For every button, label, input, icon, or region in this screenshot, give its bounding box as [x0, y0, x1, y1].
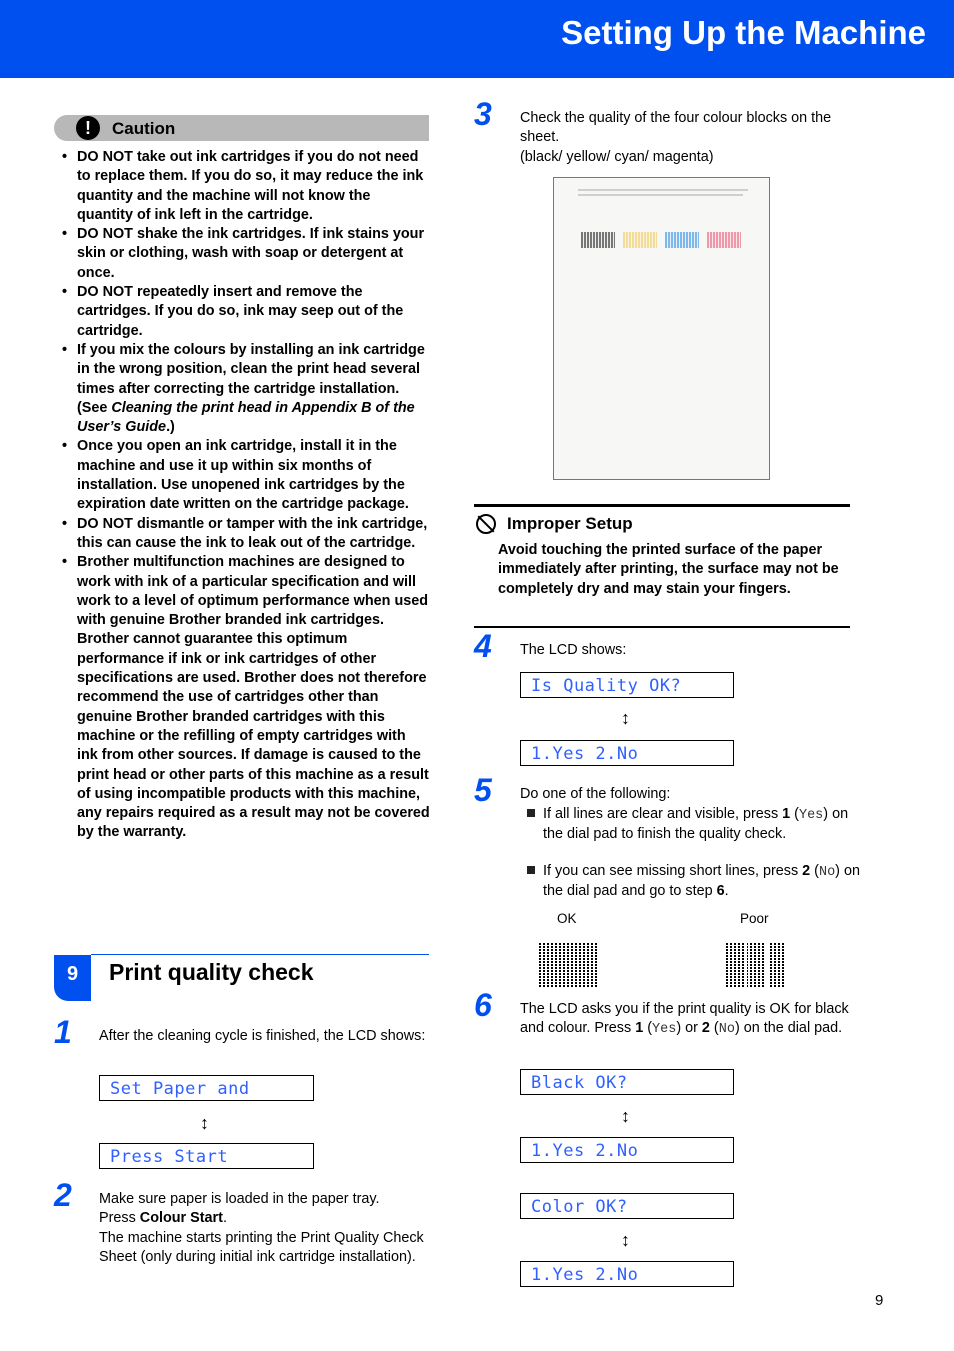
poor-label: Poor: [740, 911, 769, 926]
poor-print-pattern: [726, 943, 786, 987]
section-rule: [91, 954, 429, 955]
caution-list: [62, 148, 430, 843]
square-bullet-icon: [527, 866, 535, 874]
step-text-part: (: [643, 1020, 653, 1037]
square-bullet-icon: [527, 809, 535, 817]
improper-setup-rule-top: [474, 504, 850, 507]
lcd-display: Black OK?: [520, 1069, 734, 1095]
updown-arrow-icon: ↕: [621, 1106, 630, 1126]
option-bullet: [527, 805, 866, 845]
caution-item: • DO NOT dismantle or tamper with the ink cartridge, this can cause the ink to leak out of the cartridge.: [62, 515, 430, 554]
improper-setup-rule-bottom: [474, 626, 850, 628]
step-text: Do one of the following:: [520, 786, 671, 802]
lcd-display: Press Start: [99, 1143, 314, 1169]
caution-item-end: .): [166, 419, 175, 436]
step-text-part: The LCD asks you if the print quality is OK for black and colour. Press: [520, 1001, 849, 1037]
bullet-text: ) on the dial pad and go to step: [543, 863, 860, 900]
step-text: [520, 109, 850, 167]
sheet-text-line: [578, 189, 748, 191]
lcd-option: No: [718, 1022, 735, 1038]
step-number: 2: [54, 1177, 72, 1213]
section-number-badge: 9: [54, 955, 91, 1001]
caution-title: Caution: [112, 119, 176, 138]
key-name: 2: [802, 863, 811, 879]
caution-item: • DO NOT repeatedly insert and remove the cartridges. If you do so, ink may seep out of the cartridge.: [62, 283, 430, 341]
lcd-display: Color OK?: [520, 1193, 734, 1219]
key-name: 2: [701, 1020, 710, 1037]
bullet-text: If all lines are clear and visible, press: [543, 806, 783, 822]
caution-item: • DO NOT take out ink cartridges if you do not need to replace them. If you do so, it may reduce the ink quantity and the machine will not know the quantity of ink left in the cartridge.: [62, 148, 430, 225]
lcd-display: 1.Yes 2.No: [520, 1261, 734, 1287]
step-reference: 6: [716, 883, 725, 900]
exclamation-icon: !: [76, 116, 100, 140]
section-title: Print quality check: [109, 959, 314, 985]
step-text: [520, 1000, 850, 1040]
ok-label: OK: [557, 911, 577, 926]
improper-setup-title: Improper Setup: [507, 514, 633, 533]
caution-item: [62, 341, 430, 437]
bullet-text: If you can see missing short lines, press: [543, 863, 803, 879]
lcd-option: Yes: [652, 1022, 677, 1038]
step-text-part: (: [709, 1020, 719, 1037]
guide-reference: Cleaning the print head in Appendix B of the User’s Guide: [77, 399, 415, 436]
caution-item: • DO NOT shake the ink cartridges. If ink stains your skin or clothing, wash with soap or detergent at once.: [62, 225, 430, 283]
step-text-line: Check the quality of the four colour blocks on the sheet.: [520, 110, 832, 146]
lcd-display: Is Quality OK?: [520, 672, 734, 698]
updown-arrow-icon: ↕: [200, 1113, 209, 1133]
caution-item-text: If you mix the colours by installing an ink cartridge in the wrong position, clean the print head several times after correcting the cartridge installation. (See: [77, 341, 425, 416]
step-text-part: ) or: [676, 1020, 702, 1037]
step-number: 3: [474, 96, 492, 132]
key-name: 1: [635, 1020, 644, 1037]
caution-item: • Brother multifunction machines are designed to work with ink of a particular specification and will work to a level of optimum performance when used with genuine Brother branded ink cartridges. Brother cannot guarantee this optimum performance if ink or ink cartridges of other specifications are used. Brother does not therefore recommend the use of cartridges other than genuine Brother branded cartridges with this machine or the refilling of empty cartridges with ink from other sources. If damage is caused to the print head or other parts of this machine as a result of using incompatible products with this machine, any repairs required as a result may not be covered by the warranty.: [62, 553, 430, 842]
improper-setup-body: Avoid touching the printed surface of the paper immediately after printing, the surface may not be completely dry and may stain your fingers.: [498, 542, 839, 597]
key-name: Colour Start: [139, 1210, 223, 1227]
updown-arrow-icon: ↕: [621, 1230, 630, 1250]
step-number: 1: [54, 1014, 72, 1050]
lcd-option: No: [818, 865, 836, 880]
bullet-text: (: [810, 863, 819, 879]
bullet-text: ) on the dial pad to finish the quality check.: [543, 806, 849, 843]
step-number: 6: [474, 987, 492, 1023]
bullet-text: .: [724, 883, 729, 900]
step-text: After the cleaning cycle is finished, the LCD shows:: [99, 1028, 426, 1044]
lcd-display: Set Paper and: [99, 1075, 314, 1101]
step-text: The LCD shows:: [520, 642, 627, 658]
magenta-block: [707, 232, 741, 248]
sheet-text-line: [578, 194, 743, 196]
lcd-display: 1.Yes 2.No: [520, 740, 734, 766]
step-text-line: The machine starts printing the Print Quality Check Sheet (only during initial ink cartridge installation).: [99, 1229, 424, 1265]
cyan-block: [665, 232, 699, 248]
lcd-display: 1.Yes 2.No: [520, 1137, 734, 1163]
quality-check-sheet-image: [553, 177, 770, 480]
step-text: [99, 1190, 429, 1267]
step-text-line: .: [222, 1210, 227, 1227]
bullet-text: (: [790, 806, 799, 822]
caution-item: • Once you open an ink cartridge, install it in the machine and use it up within six months of installation. Use unopened ink cartridges by the expiration date written on the cartridge package.: [62, 437, 430, 514]
updown-arrow-icon: ↕: [621, 708, 630, 728]
step-number: 5: [474, 772, 492, 808]
lcd-option: Yes: [798, 808, 824, 823]
step-text-part: ) on the dial pad.: [734, 1020, 843, 1037]
step-text-line: Make sure paper is loaded in the paper tray.: [99, 1191, 380, 1207]
step-number: 4: [474, 628, 492, 664]
page-title: Setting Up the Machine: [561, 14, 926, 51]
step-text-line: Press: [99, 1210, 140, 1227]
black-block: [581, 232, 615, 248]
key-name: 1: [782, 806, 791, 822]
option-bullet: [527, 862, 866, 902]
page-number: 9: [875, 1292, 884, 1309]
ok-print-pattern: [539, 943, 599, 987]
yellow-block: [623, 232, 657, 248]
caution-banner: [54, 115, 429, 141]
step-text-line: (black/ yellow/ cyan/ magenta): [520, 148, 714, 165]
prohibited-icon: [476, 514, 496, 534]
